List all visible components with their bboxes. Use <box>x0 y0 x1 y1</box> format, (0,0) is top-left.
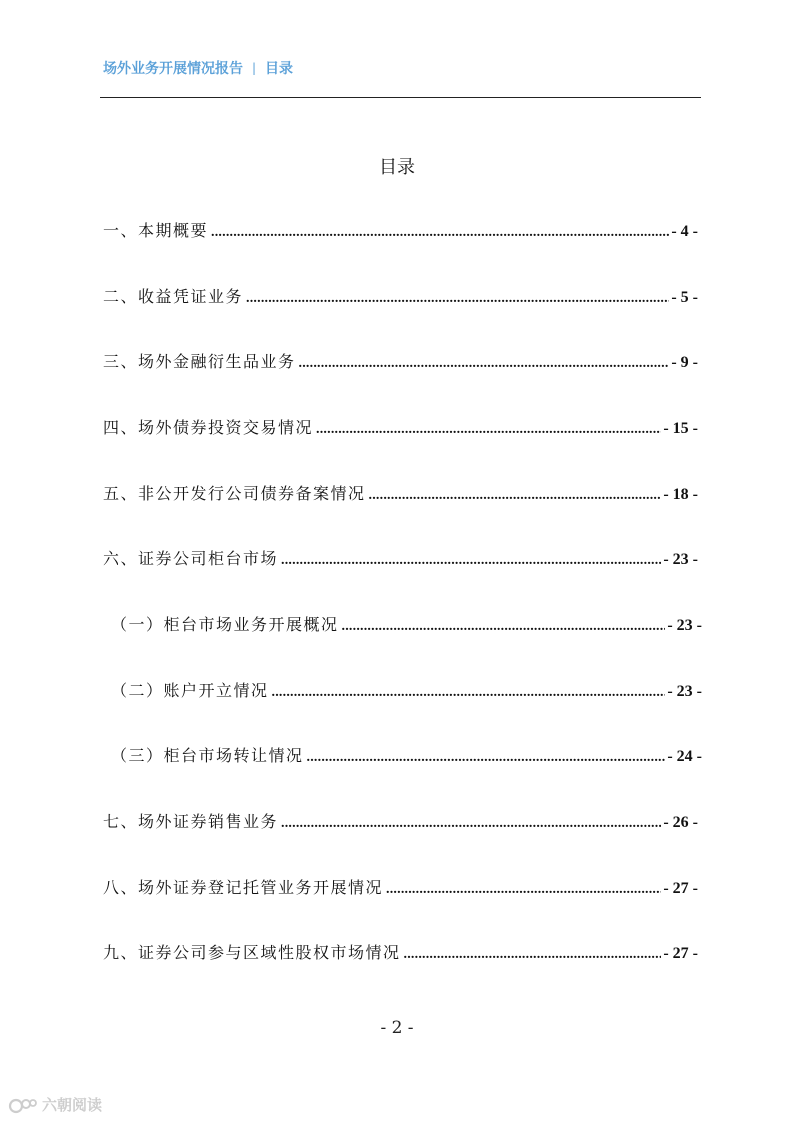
toc-entry-label: 三、场外金融衍生品业务 <box>103 352 296 371</box>
toc-entry-label: 五、非公开发行公司债券备案情况 <box>103 484 366 503</box>
toc-page-number: - 5 - <box>671 289 698 306</box>
toc-page-number: - 23 - <box>667 617 702 634</box>
toc-leader-dots <box>342 614 666 640</box>
toc-page-number: - 4 - <box>671 223 698 240</box>
toc-subentry[interactable] <box>107 743 702 769</box>
page-number: - 2 - <box>380 1018 414 1038</box>
running-header <box>103 58 293 78</box>
toc-page-number: - 26 - <box>663 814 698 831</box>
toc-entry[interactable] <box>103 809 698 835</box>
report-title: 场外业务开展情况报告 <box>103 61 243 77</box>
toc-page-number: - 24 - <box>667 748 702 765</box>
toc-leader-dots <box>369 483 662 509</box>
toc-page-number: - 27 - <box>663 880 698 897</box>
toc-entry-label: （三）柜台市场转让情况 <box>111 746 304 765</box>
toc-page-number: - 18 - <box>663 486 698 503</box>
watermark-text: 六朝阅读 <box>42 1096 103 1114</box>
toc-entry-label: 二、收益凭证业务 <box>103 287 244 306</box>
toc-entry[interactable] <box>103 546 698 572</box>
toc-entry-label: 九、证券公司参与区域性股权市场情况 <box>103 943 401 962</box>
toc-page-number: - 23 - <box>667 683 702 700</box>
toc-entry-label: （一）柜台市场业务开展概况 <box>111 615 339 634</box>
toc-leader-dots <box>307 745 666 771</box>
toc-entry[interactable] <box>103 481 698 507</box>
toc-page-number: - 27 - <box>663 945 698 962</box>
toc-leader-dots <box>281 811 661 837</box>
page-title: 目录 <box>379 157 415 178</box>
header-rule <box>100 97 701 98</box>
toc-entry-label: 一、本期概要 <box>103 221 209 240</box>
toc-entry-label: （二）账户开立情况 <box>111 681 269 700</box>
toc-entry-label: 八、场外证券登记托管业务开展情况 <box>103 878 384 897</box>
toc-page-number: - 15 - <box>663 420 698 437</box>
toc-leader-dots <box>386 877 661 903</box>
toc-leader-dots <box>281 548 661 574</box>
toc-page-number: - 9 - <box>671 354 698 371</box>
toc-leader-dots <box>246 286 669 312</box>
toc-entry-label: 四、场外债券投资交易情况 <box>103 418 314 437</box>
toc-leader-dots <box>211 220 669 246</box>
toc-entry[interactable] <box>103 284 698 310</box>
header-section: 目录 <box>265 61 294 77</box>
toc-page-number: - 23 - <box>663 551 698 568</box>
toc-entry-label: 六、证券公司柜台市场 <box>103 549 279 568</box>
toc-entry[interactable] <box>103 218 698 244</box>
toc-subentry[interactable] <box>107 678 702 704</box>
toc-entry[interactable] <box>103 940 698 966</box>
toc-entry[interactable] <box>103 875 698 901</box>
toc-entry[interactable] <box>103 415 698 441</box>
toc-leader-dots <box>272 680 666 706</box>
toc-entry[interactable] <box>103 349 698 375</box>
toc-subentry[interactable] <box>107 612 702 638</box>
watermark <box>8 1094 102 1115</box>
header-separator: | <box>252 61 257 75</box>
toc-leader-dots <box>299 351 670 377</box>
watermark-logo-icon <box>8 1096 38 1114</box>
toc-leader-dots <box>316 417 661 443</box>
toc-entry-label: 七、场外证券销售业务 <box>103 812 279 831</box>
toc-leader-dots <box>404 942 662 968</box>
